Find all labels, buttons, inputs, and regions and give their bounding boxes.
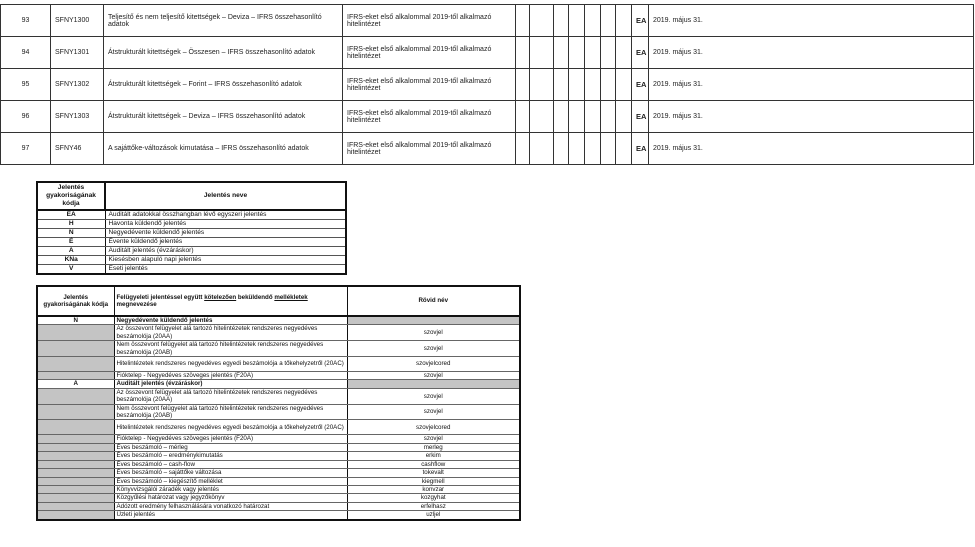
applies-to: IFRS-eket első alkalommal 2019-től alkalmazó hitelintézet: [343, 5, 516, 37]
att-short-name: szovjel: [347, 341, 520, 357]
empty-cell: [616, 69, 632, 101]
frequency-badge: EA: [632, 37, 649, 69]
report-code: SFNY1302: [51, 69, 104, 101]
freq-code-header: Jelentés gyakoriságának kódja: [37, 182, 105, 210]
empty-cell: [569, 69, 585, 101]
attachment-row: [37, 388, 520, 404]
att-code: [37, 357, 114, 372]
att-short-name: tokevalt: [347, 469, 520, 477]
att-code: [37, 435, 114, 443]
freq-name: Havonta küldendő jelentés: [105, 220, 346, 229]
att-name: Fióktelep - Negyedéves szöveges jelentés (F20A): [114, 435, 347, 443]
frequency-code-table: [36, 181, 347, 275]
att-name: Üzleti jelentés: [114, 511, 347, 520]
frequency-badge: EA: [632, 133, 649, 165]
empty-cell: [585, 5, 601, 37]
att-code: [37, 511, 114, 520]
att-name: Éves beszámoló – kiegészítő melléklet: [114, 477, 347, 485]
empty-cell: [516, 37, 530, 69]
frequency-badge: EA: [632, 101, 649, 133]
att-name: Adózott eredmény felhasználására vonatkozó határozat: [114, 502, 347, 510]
freq-name: Auditált adatokkal összhangban lévő egyszeri jelentés: [105, 210, 346, 220]
empty-cell: [585, 69, 601, 101]
empty-cell: [601, 133, 616, 165]
reports-table: [0, 4, 974, 165]
empty-cell: [585, 101, 601, 133]
freq-row: [37, 256, 346, 265]
att-name: Éves beszámoló – cash-flow: [114, 460, 347, 468]
att-code: [37, 485, 114, 493]
freq-row: [37, 220, 346, 229]
att-code: [37, 341, 114, 357]
attachment-row: [37, 420, 520, 435]
att-name: Auditált jelentés (évzáráskor): [114, 380, 347, 388]
empty-cell: [601, 101, 616, 133]
att-code: [37, 494, 114, 502]
freq-row: [37, 238, 346, 247]
empty-cell: [616, 37, 632, 69]
attachment-row: [37, 357, 520, 372]
report-code: SFNY1300: [51, 5, 104, 37]
att-short-name: szovjel: [347, 404, 520, 420]
row-number: 93: [1, 5, 51, 37]
freq-code: KNa: [37, 256, 105, 265]
empty-cell: [616, 133, 632, 165]
att-short-name: szovjel: [347, 388, 520, 404]
att-name: Negyedévente küldendő jelentés: [114, 316, 347, 325]
att-short-header: Rövid név: [347, 286, 520, 316]
attachment-row: [37, 477, 520, 485]
att-short-name: uzljel: [347, 511, 520, 520]
freq-name: Kiesésben alapuló napi jelentés: [105, 256, 346, 265]
freq-row: [37, 229, 346, 238]
empty-cell: [585, 37, 601, 69]
attachment-row: [37, 502, 520, 510]
att-code: A: [37, 380, 114, 388]
att-code: [37, 469, 114, 477]
table-row: [1, 101, 974, 133]
empty-cell: [554, 133, 569, 165]
applies-to: IFRS-eket első alkalommal 2019-től alkalmazó hitelintézet: [343, 69, 516, 101]
att-code: [37, 325, 114, 341]
empty-cell: [601, 69, 616, 101]
empty-cell: [554, 101, 569, 133]
freq-code: A: [37, 247, 105, 256]
attachment-row: [37, 325, 520, 341]
empty-cell: [516, 133, 530, 165]
freq-row: [37, 265, 346, 275]
att-short-name: szovjel: [347, 372, 520, 380]
table-row: [1, 37, 974, 69]
att-short-name: kozgyhat: [347, 494, 520, 502]
attachment-row: [37, 443, 520, 451]
applies-to: IFRS-eket első alkalommal 2019-től alkalmazó hitelintézet: [343, 133, 516, 165]
empty-cell: [516, 69, 530, 101]
empty-cell: [530, 133, 554, 165]
attachment-row: [37, 341, 520, 357]
freq-name: Évente küldendő jelentés: [105, 238, 346, 247]
att-code: [37, 443, 114, 451]
freq-name: Negyedévente küldendő jelentés: [105, 229, 346, 238]
att-short-name: kiegmell: [347, 477, 520, 485]
report-description: Átstrukturált kitettségek – Összesen – IFRS összehasonlító adatok: [104, 37, 343, 69]
att-name: Éves beszámoló – sajáttőke változása: [114, 469, 347, 477]
att-short-name: merleg: [347, 443, 520, 451]
report-description: Átstrukturált kitettségek – Deviza – IFRS összehasonlító adatok: [104, 101, 343, 133]
freq-row: [37, 247, 346, 256]
att-name: Könyvvizsgálói záradék vagy jelentés: [114, 485, 347, 493]
att-code: [37, 452, 114, 460]
freq-name: Eseti jelentés: [105, 265, 346, 275]
att-name: Nem összevont felügyelet alá tartozó hitelintézetek rendszeres negyedéves beszámolója (20AB): [114, 341, 347, 357]
freq-code: EA: [37, 210, 105, 220]
freq-code: H: [37, 220, 105, 229]
att-short-name: erfelhasz: [347, 502, 520, 510]
freq-row: [37, 210, 346, 220]
table-row: [1, 133, 974, 165]
att-code: [37, 502, 114, 510]
attachment-row: [37, 404, 520, 420]
frequency-badge: EA: [632, 5, 649, 37]
table-row: [1, 69, 974, 101]
att-name: Közgyűlési határozat vagy jegyzőkönyv: [114, 494, 347, 502]
att-name: Az összevont felügyelet alá tartozó hitelintézetek rendszeres negyedéves beszámolója (20AA): [114, 388, 347, 404]
att-code: [37, 372, 114, 380]
empty-cell: [530, 69, 554, 101]
report-description: A sajáttőke-változások kimutatása – IFRS összehasonlító adatok: [104, 133, 343, 165]
attachment-row: [37, 452, 520, 460]
section-row: [37, 380, 520, 388]
att-short-name: konvzar: [347, 485, 520, 493]
att-short-name: cashflow: [347, 460, 520, 468]
empty-cell: [516, 5, 530, 37]
deadline: 2019. május 31.: [649, 133, 974, 165]
attachment-row: [37, 494, 520, 502]
attachment-row: [37, 485, 520, 493]
empty-cell: [530, 5, 554, 37]
applies-to: IFRS-eket első alkalommal 2019-től alkalmazó hitelintézet: [343, 101, 516, 133]
att-code: [37, 420, 114, 435]
row-number: 95: [1, 69, 51, 101]
empty-cell: [516, 101, 530, 133]
att-code: [37, 404, 114, 420]
row-number: 96: [1, 101, 51, 133]
row-number: 97: [1, 133, 51, 165]
empty-cell: [530, 37, 554, 69]
att-code-header: Jelentés gyakoriságának kódja: [37, 286, 114, 316]
att-name: Éves beszámoló – eredménykimutatás: [114, 452, 347, 460]
att-name: Nem összevont felügyelet alá tartozó hitelintézetek rendszeres negyedéves beszámolója (20AB): [114, 404, 347, 420]
att-short-name: [347, 380, 520, 388]
empty-cell: [601, 37, 616, 69]
table-row: [1, 5, 974, 37]
attachment-row: [37, 511, 520, 520]
empty-cell: [616, 101, 632, 133]
deadline: 2019. május 31.: [649, 37, 974, 69]
att-short-name: [347, 316, 520, 325]
att-name: Hitelintézetek rendszeres negyedéves egyedi beszámolója a tőkehelyzetről (20AC): [114, 357, 347, 372]
freq-code: N: [37, 229, 105, 238]
att-short-name: szovjelcored: [347, 357, 520, 372]
empty-cell: [616, 5, 632, 37]
att-short-name: erkim: [347, 452, 520, 460]
freq-code: V: [37, 265, 105, 275]
empty-cell: [569, 37, 585, 69]
deadline: 2019. május 31.: [649, 5, 974, 37]
empty-cell: [601, 5, 616, 37]
report-code: SFNY1303: [51, 101, 104, 133]
att-code: [37, 477, 114, 485]
attachment-row: [37, 435, 520, 443]
att-short-name: szovjelcored: [347, 420, 520, 435]
att-short-name: szovjel: [347, 325, 520, 341]
att-name-header: Felügyeleti jelentéssel együtt kötelezően beküldendő mellékletek megnevezése: [114, 286, 347, 316]
empty-cell: [530, 101, 554, 133]
attachment-row: [37, 372, 520, 380]
empty-cell: [569, 101, 585, 133]
section-row: [37, 316, 520, 325]
report-code: SFNY46: [51, 133, 104, 165]
empty-cell: [554, 37, 569, 69]
row-number: 94: [1, 37, 51, 69]
empty-cell: [554, 5, 569, 37]
attachment-row: [37, 460, 520, 468]
report-description: Teljesítő és nem teljesítő kitettségek – Deviza – IFRS összehasonlító adatok: [104, 5, 343, 37]
empty-cell: [554, 69, 569, 101]
frequency-badge: EA: [632, 69, 649, 101]
freq-code: É: [37, 238, 105, 247]
deadline: 2019. május 31.: [649, 101, 974, 133]
att-short-name: szovjel: [347, 435, 520, 443]
att-name: Fióktelep - Negyedéves szöveges jelentés (F20A): [114, 372, 347, 380]
att-code: N: [37, 316, 114, 325]
att-name: Az összevont felügyelet alá tartozó hitelintézetek rendszeres negyedéves beszámolója (20AA): [114, 325, 347, 341]
empty-cell: [585, 133, 601, 165]
att-name: Hitelintézetek rendszeres negyedéves egyedi beszámolója a tőkehelyzetről (20AC): [114, 420, 347, 435]
empty-cell: [569, 5, 585, 37]
deadline: 2019. május 31.: [649, 69, 974, 101]
report-code: SFNY1301: [51, 37, 104, 69]
report-description: Átstrukturált kitettségek – Forint – IFRS összehasonlító adatok: [104, 69, 343, 101]
freq-name-header: Jelentés neve: [105, 182, 346, 210]
att-code: [37, 460, 114, 468]
attachment-row: [37, 469, 520, 477]
att-name: Éves beszámoló – mérleg: [114, 443, 347, 451]
empty-cell: [569, 133, 585, 165]
attachments-table: [36, 285, 521, 521]
att-code: [37, 388, 114, 404]
freq-name: Auditált jelentés (évzáráskor): [105, 247, 346, 256]
applies-to: IFRS-eket első alkalommal 2019-től alkalmazó hitelintézet: [343, 37, 516, 69]
